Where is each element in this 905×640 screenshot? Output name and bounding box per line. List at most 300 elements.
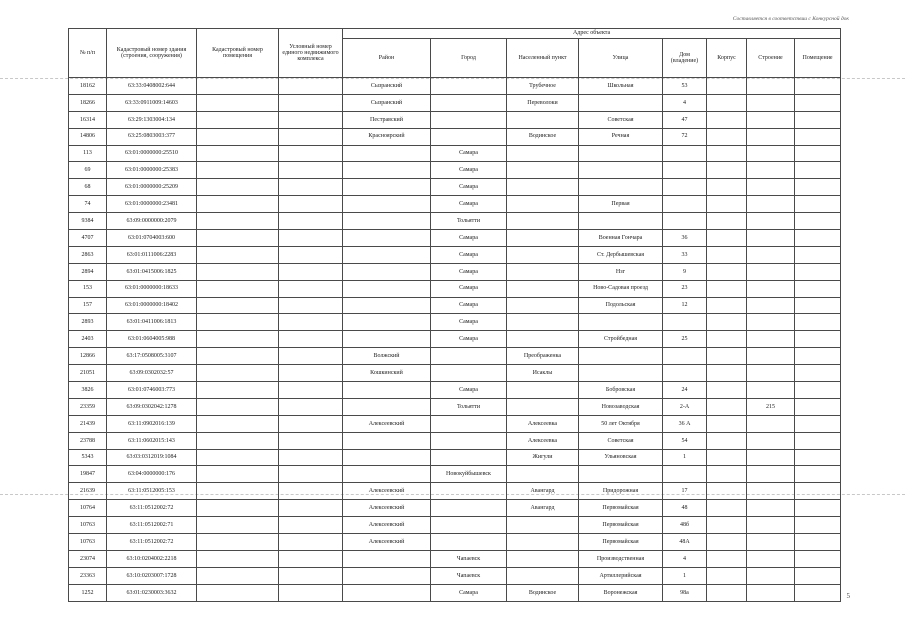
table-cell: Самара — [431, 246, 507, 263]
header-num: № п/п — [69, 29, 107, 78]
table-cell — [343, 179, 431, 196]
table-cell — [795, 348, 841, 365]
table-cell — [279, 500, 343, 517]
table-cell — [279, 550, 343, 567]
table-cell: Ст. Дербышевская — [579, 246, 663, 263]
table-cell — [343, 230, 431, 247]
table-cell — [279, 348, 343, 365]
table-cell — [279, 365, 343, 382]
table-cell: 63:09:0302042:1278 — [107, 398, 197, 415]
table-cell — [663, 162, 707, 179]
table-cell: 2863 — [69, 246, 107, 263]
table-cell: Новокуйбышевск — [431, 466, 507, 483]
header-stroenie: Строение — [747, 39, 795, 78]
table-cell — [707, 111, 747, 128]
table-cell — [795, 128, 841, 145]
table-cell: Тольятти — [431, 213, 507, 230]
table-row — [69, 365, 841, 382]
table-cell — [343, 398, 431, 415]
table-cell: 23788 — [69, 432, 107, 449]
table-cell: 157 — [69, 297, 107, 314]
table-cell — [507, 550, 579, 567]
table-cell — [579, 348, 663, 365]
table-cell — [279, 567, 343, 584]
table-cell — [343, 550, 431, 567]
table-cell — [747, 314, 795, 331]
table-cell — [431, 365, 507, 382]
table-cell — [343, 314, 431, 331]
table-cell: Тольятти — [431, 398, 507, 415]
table-cell — [707, 128, 747, 145]
table-cell: Алексеевка — [507, 415, 579, 432]
table-cell: Ульяновская — [579, 449, 663, 466]
header-punkt: Населенный пункт — [507, 39, 579, 78]
table-cell — [707, 483, 747, 500]
table-cell — [279, 145, 343, 162]
table-cell: Самара — [431, 314, 507, 331]
header-rayon: Район — [343, 39, 431, 78]
table-cell — [197, 517, 279, 534]
table-row — [69, 348, 841, 365]
table-cell: Преображенка — [507, 348, 579, 365]
table-cell — [279, 415, 343, 432]
table-cell — [707, 145, 747, 162]
table-cell — [431, 94, 507, 111]
table-cell — [431, 415, 507, 432]
table-cell: 63:11:0512002:72 — [107, 534, 197, 551]
table-cell: Волжский — [343, 348, 431, 365]
table-cell — [197, 415, 279, 432]
table-cell — [279, 246, 343, 263]
table-cell: 36 А — [663, 415, 707, 432]
table-cell: 16314 — [69, 111, 107, 128]
table-cell — [707, 213, 747, 230]
table-cell: 9 — [663, 263, 707, 280]
table-row — [69, 297, 841, 314]
table-cell — [795, 382, 841, 399]
table-cell — [579, 145, 663, 162]
table-cell — [747, 550, 795, 567]
table-cell — [343, 567, 431, 584]
table-row — [69, 432, 841, 449]
table-cell — [707, 246, 747, 263]
table-cell — [579, 94, 663, 111]
table-cell — [343, 432, 431, 449]
table-cell — [663, 213, 707, 230]
table-cell: Сызранский — [343, 94, 431, 111]
table-cell — [507, 179, 579, 196]
table-cell — [795, 162, 841, 179]
table-cell: Первомайская — [579, 517, 663, 534]
table-cell: 63:01:0000000:18633 — [107, 280, 197, 297]
table-cell: Школьная — [579, 78, 663, 95]
table-cell — [197, 263, 279, 280]
table-cell — [663, 196, 707, 213]
table-cell: 63:01:0704003:600 — [107, 230, 197, 247]
table-cell — [343, 162, 431, 179]
table-row — [69, 145, 841, 162]
table-cell: 18266 — [69, 94, 107, 111]
table-cell: 23074 — [69, 550, 107, 567]
table-cell — [707, 331, 747, 348]
table-cell — [707, 584, 747, 601]
table-cell: Жигули — [507, 449, 579, 466]
table-cell: Самара — [431, 584, 507, 601]
table-cell — [795, 179, 841, 196]
table-cell — [795, 213, 841, 230]
table-cell — [747, 145, 795, 162]
table-cell — [747, 500, 795, 517]
table-cell: 63:33:0408002:644 — [107, 78, 197, 95]
table-cell — [279, 534, 343, 551]
table-cell — [507, 162, 579, 179]
table-cell: Придорожная — [579, 483, 663, 500]
table-cell — [431, 348, 507, 365]
table-cell — [795, 111, 841, 128]
table-cell: 14806 — [69, 128, 107, 145]
table-cell — [279, 432, 343, 449]
header-gorod: Город — [431, 39, 507, 78]
table-cell — [343, 331, 431, 348]
table-cell: Самара — [431, 280, 507, 297]
table-row — [69, 78, 841, 95]
table-cell: 63:01:0230003:3632 — [107, 584, 197, 601]
header-address-group: Адрес объекта — [343, 29, 841, 39]
table-row — [69, 230, 841, 247]
table-body — [69, 78, 841, 602]
table-cell — [747, 179, 795, 196]
table-cell: 12 — [663, 297, 707, 314]
table-row — [69, 534, 841, 551]
table-row — [69, 466, 841, 483]
table-cell: Чапаевск — [431, 550, 507, 567]
table-cell: 10763 — [69, 534, 107, 551]
table-cell — [197, 550, 279, 567]
table-cell — [507, 517, 579, 534]
table-cell — [747, 78, 795, 95]
table-cell — [431, 517, 507, 534]
table-cell: Речная — [579, 128, 663, 145]
table-cell: 63:01:0000000:23481 — [107, 196, 197, 213]
table-cell: 63:33:0911009:14603 — [107, 94, 197, 111]
table-cell — [197, 398, 279, 415]
table-row — [69, 179, 841, 196]
table-cell — [279, 263, 343, 280]
table-cell: 48А — [663, 534, 707, 551]
table-cell — [197, 314, 279, 331]
table-row — [69, 584, 841, 601]
table-cell — [747, 246, 795, 263]
table-cell: 5343 — [69, 449, 107, 466]
table-cell: Самара — [431, 162, 507, 179]
table-cell — [747, 466, 795, 483]
table-cell — [707, 94, 747, 111]
table-cell: 2894 — [69, 263, 107, 280]
table-row — [69, 331, 841, 348]
table-cell — [795, 415, 841, 432]
table-cell — [663, 365, 707, 382]
table-cell — [279, 213, 343, 230]
table-cell: 63:09:0000000:2079 — [107, 213, 197, 230]
table-cell — [579, 162, 663, 179]
table-cell — [431, 128, 507, 145]
table-cell — [795, 500, 841, 517]
table-cell — [279, 483, 343, 500]
table-cell — [795, 196, 841, 213]
table-cell: Самара — [431, 331, 507, 348]
table-cell: 21051 — [69, 365, 107, 382]
table-cell — [795, 449, 841, 466]
table-cell — [795, 280, 841, 297]
table-cell: 63:11:0512002:71 — [107, 517, 197, 534]
table-cell: 63:29:1303004:134 — [107, 111, 197, 128]
table-cell: 9384 — [69, 213, 107, 230]
table-cell: Красноярский — [343, 128, 431, 145]
table-cell — [747, 483, 795, 500]
table-cell — [197, 111, 279, 128]
table-cell: 36 — [663, 230, 707, 247]
table-cell: 24 — [663, 382, 707, 399]
table-cell — [343, 263, 431, 280]
table-cell — [747, 348, 795, 365]
table-cell — [431, 111, 507, 128]
table-cell — [343, 280, 431, 297]
table-cell — [343, 466, 431, 483]
table-cell: 2893 — [69, 314, 107, 331]
table-cell: 63:01:0411006:1813 — [107, 314, 197, 331]
table-cell: 215 — [747, 398, 795, 415]
table-cell: Водинское — [507, 584, 579, 601]
table-cell — [343, 213, 431, 230]
table-cell: 63:11:0602015:143 — [107, 432, 197, 449]
table-cell: Чапаевск — [431, 567, 507, 584]
table-cell: Самара — [431, 263, 507, 280]
table-row — [69, 246, 841, 263]
table-cell — [795, 145, 841, 162]
table-cell — [747, 111, 795, 128]
table-cell: 48б — [663, 517, 707, 534]
table-cell — [747, 534, 795, 551]
table-cell: Бобровская — [579, 382, 663, 399]
table-cell — [507, 331, 579, 348]
table-cell — [795, 314, 841, 331]
table-cell: Алексеевка — [507, 432, 579, 449]
table-cell: Самара — [431, 297, 507, 314]
table-cell — [795, 230, 841, 247]
table-cell — [579, 213, 663, 230]
table-cell — [707, 263, 747, 280]
table-cell: Авангард — [507, 483, 579, 500]
table-cell — [197, 365, 279, 382]
table-cell: 63:01:0000000:25510 — [107, 145, 197, 162]
table-cell — [343, 297, 431, 314]
table-cell: 21439 — [69, 415, 107, 432]
table-cell — [795, 550, 841, 567]
table-cell — [279, 94, 343, 111]
table-cell: 74 — [69, 196, 107, 213]
table-cell: Самара — [431, 145, 507, 162]
table-cell: Водинское — [507, 128, 579, 145]
table-cell — [747, 432, 795, 449]
table-cell — [279, 517, 343, 534]
table-cell — [197, 230, 279, 247]
table-cell — [279, 449, 343, 466]
table-cell — [747, 365, 795, 382]
table-cell: Производственная — [579, 550, 663, 567]
table-cell — [279, 78, 343, 95]
table-cell — [197, 483, 279, 500]
table-cell — [747, 280, 795, 297]
table-cell — [795, 263, 841, 280]
table-cell — [707, 314, 747, 331]
table-cell: 3826 — [69, 382, 107, 399]
table-row — [69, 382, 841, 399]
table-cell — [343, 196, 431, 213]
table-cell: 23359 — [69, 398, 107, 415]
table-cell: 18162 — [69, 78, 107, 95]
table-cell — [795, 483, 841, 500]
table-cell — [279, 466, 343, 483]
table-cell — [663, 314, 707, 331]
table-cell — [197, 466, 279, 483]
table-cell: 21639 — [69, 483, 107, 500]
table-cell — [197, 78, 279, 95]
table-cell — [747, 449, 795, 466]
table-cell: 98а — [663, 584, 707, 601]
table-cell: 63:01:0000000:18402 — [107, 297, 197, 314]
table-cell: 19847 — [69, 466, 107, 483]
table-cell — [507, 297, 579, 314]
table-cell — [279, 196, 343, 213]
table-row — [69, 128, 841, 145]
table-cell — [795, 78, 841, 95]
table-cell: 23 — [663, 280, 707, 297]
table-cell — [747, 128, 795, 145]
table-cell: Самара — [431, 196, 507, 213]
table-row — [69, 449, 841, 466]
table-cell: 50 лет Октября — [579, 415, 663, 432]
table-cell — [747, 196, 795, 213]
table-cell — [579, 466, 663, 483]
header-note: Составляется в соответствии с Конкурсной док — [732, 16, 849, 22]
table-row — [69, 162, 841, 179]
table-cell — [197, 500, 279, 517]
table-cell: Сызранский — [343, 78, 431, 95]
table-cell — [747, 213, 795, 230]
table-cell — [663, 466, 707, 483]
table-cell — [507, 246, 579, 263]
table-cell — [507, 196, 579, 213]
table-cell — [279, 230, 343, 247]
header-pomeshchenie: Помещение — [795, 39, 841, 78]
table-cell — [663, 348, 707, 365]
table-cell — [507, 567, 579, 584]
table-row — [69, 517, 841, 534]
table-cell — [747, 567, 795, 584]
table-cell: 54 — [663, 432, 707, 449]
table-cell — [707, 550, 747, 567]
table-cell — [279, 111, 343, 128]
table-cell: 4 — [663, 550, 707, 567]
table-cell: 153 — [69, 280, 107, 297]
table-row — [69, 567, 841, 584]
table-cell: Советская — [579, 432, 663, 449]
table-cell — [795, 466, 841, 483]
table-cell — [197, 162, 279, 179]
table-cell — [197, 179, 279, 196]
table-cell — [197, 145, 279, 162]
table-cell: 63:04:0000000:176 — [107, 466, 197, 483]
table-cell — [707, 78, 747, 95]
table-cell — [795, 517, 841, 534]
table-cell — [279, 162, 343, 179]
table-cell: Ново-Садовая проезд — [579, 280, 663, 297]
table-cell: 23363 — [69, 567, 107, 584]
table-row — [69, 398, 841, 415]
table-cell: Алексеевский — [343, 534, 431, 551]
table-cell — [707, 162, 747, 179]
table-cell: 48 — [663, 500, 707, 517]
table-cell — [747, 230, 795, 247]
table-cell — [707, 398, 747, 415]
table-cell — [747, 263, 795, 280]
table-cell — [343, 584, 431, 601]
table-cell: 1252 — [69, 584, 107, 601]
table-cell — [279, 398, 343, 415]
table-cell — [747, 517, 795, 534]
table-cell — [197, 584, 279, 601]
table-cell — [279, 297, 343, 314]
table-cell — [707, 466, 747, 483]
table-cell — [707, 567, 747, 584]
table-cell: 25 — [663, 331, 707, 348]
table-cell: 63:11:0902016:139 — [107, 415, 197, 432]
table-cell — [431, 432, 507, 449]
table-cell — [507, 382, 579, 399]
table-cell: 2-А — [663, 398, 707, 415]
table-cell: 63:01:0000000:25383 — [107, 162, 197, 179]
table-cell: 12866 — [69, 348, 107, 365]
table-cell: 2403 — [69, 331, 107, 348]
table-cell — [707, 382, 747, 399]
table-cell — [343, 145, 431, 162]
table-cell — [747, 382, 795, 399]
table-cell: 47 — [663, 111, 707, 128]
table-cell — [197, 213, 279, 230]
table-cell — [507, 466, 579, 483]
table-cell: Стройбедная — [579, 331, 663, 348]
table-cell — [279, 331, 343, 348]
table-cell — [795, 398, 841, 415]
table-cell — [507, 280, 579, 297]
table-cell: 1 — [663, 567, 707, 584]
table-cell: 63:10:0204002:2218 — [107, 550, 197, 567]
table-cell: 113 — [69, 145, 107, 162]
table-cell — [707, 297, 747, 314]
table-cell — [197, 449, 279, 466]
table-cell — [707, 449, 747, 466]
property-registry-table — [68, 28, 841, 602]
table-cell: Новозаводская — [579, 398, 663, 415]
table-cell — [579, 314, 663, 331]
table-cell: 63:25:0803003:377 — [107, 128, 197, 145]
table-cell — [343, 246, 431, 263]
table-row — [69, 263, 841, 280]
table-cell: 63:09:0302032:57 — [107, 365, 197, 382]
table-cell — [197, 432, 279, 449]
table-row — [69, 483, 841, 500]
table-cell — [197, 196, 279, 213]
